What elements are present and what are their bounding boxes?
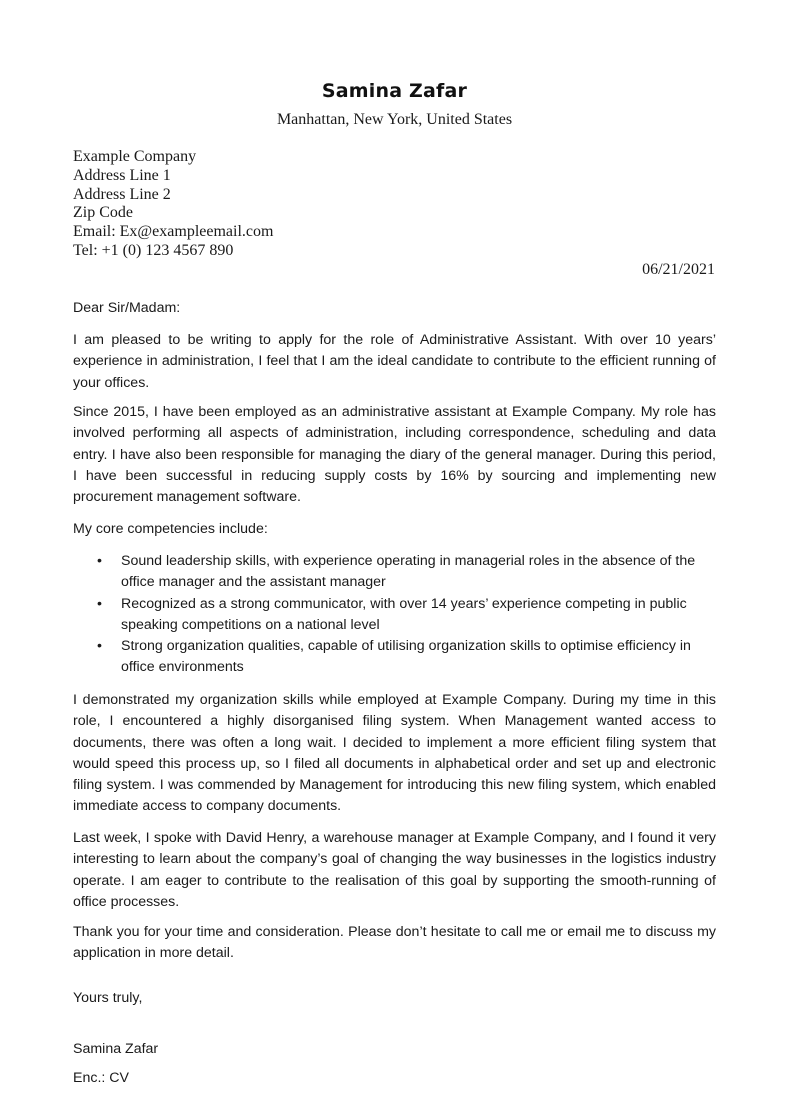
signature-name: Samina Zafar [73, 1041, 159, 1057]
competency-item [73, 551, 716, 594]
paragraph-company-interest: Last week, I spoke with David Henry, a warehouse manager at Example Company, and I found it very interesting to learn about the company’s goal of changing the way businesses in the logistics industry operate. I am eager to contribute to the realisation of this goal by supporting the smooth-running of office processes. [73, 830, 716, 910]
bullet-icon: • [97, 638, 102, 655]
competency-text: Sound leadership skills, with experience operating in managerial roles in the absence of the office manager and the assistant manager [121, 553, 696, 591]
paragraph-introduction: I am pleased to be writing to apply for the role of Administrative Assistant. With over 10 years’ experience in administration, I feel that I am the ideal candidate to contribute to the efficient running of your offices. [73, 332, 716, 391]
recipient-address-block [73, 148, 273, 261]
recipient-company: Example Company [73, 148, 197, 165]
recipient-zip: Zip Code [73, 204, 133, 222]
enclosure-note: Enc.: CV [73, 1070, 129, 1086]
applicant-location: Manhattan, New York, United States [276, 111, 513, 128]
salutation: Dear Sir/Madam: [73, 300, 181, 316]
letter-date: 06/21/2021 [642, 261, 715, 278]
competency-item [73, 636, 716, 679]
recipient-tel: Tel: +1 (0) 123 4567 890 [73, 241, 234, 259]
competency-text: Recognized as a strong communicator, with over 14 years’ experience competing in public speaking competitions on a national level [121, 595, 687, 633]
applicant-name: Samina Zafar [321, 80, 468, 102]
competency-item [73, 594, 716, 637]
paragraph-organization-skills: I demonstrated my organization skills while employed at Example Company. During my time in this role, I encountered a highly disorganised filing system. When Management wanted access to documents, there was often a long wait. I decided to implement a more efficient filing system that would speed this process up, so I filed all documents in alphabetical order and set up and electronic filing system. I was commended by Management for introducing this new filing system, which enabled immediate access to company documents. [73, 692, 716, 815]
paragraph-experience: Since 2015, I have been employed as an administrative assistant at Example Company. My role has involved performing all aspects of administration, including correspondence, scheduling and data entry. I have also been responsible for managing the diary of the general manager. During this period, I have been successful in reducing supply costs by 16% by sourcing and implementing new procurement management software. [73, 404, 716, 506]
competency-text: Strong organization qualities, capable of utilising organization skills to optimise efficiency in office environments [121, 638, 691, 676]
closing: Yours truly, [73, 990, 143, 1006]
recipient-email: Email: Ex@exampleemail.com [73, 223, 274, 241]
bullet-icon: • [97, 595, 102, 612]
recipient-address-line-2: Address Line 2 [73, 185, 171, 203]
competencies-list [73, 551, 716, 679]
competencies-intro: My core competencies include: [73, 521, 268, 537]
recipient-address-line-1: Address Line 1 [73, 166, 171, 184]
bullet-icon: • [97, 553, 102, 569]
paragraph-thank-you: Thank you for your time and consideration. Please don’t hesitate to call me or email me to discuss my application in more detail. [73, 924, 716, 962]
